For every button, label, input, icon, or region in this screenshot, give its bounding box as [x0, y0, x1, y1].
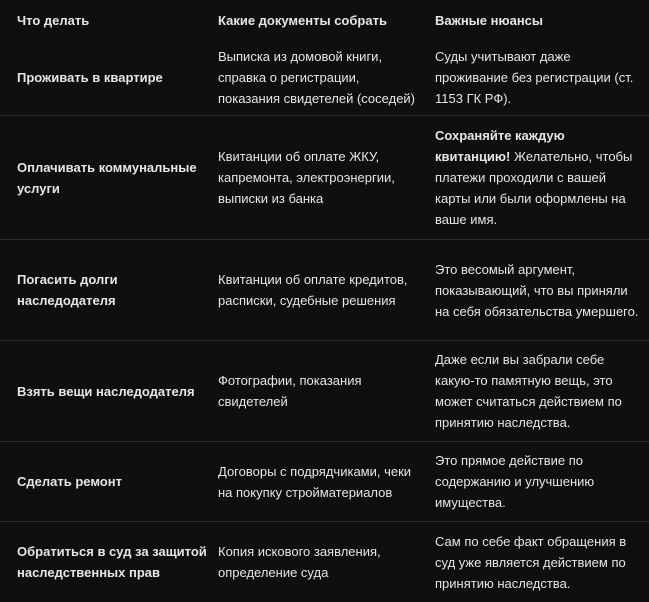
row-action: Оплачивать коммунальные услуги	[17, 159, 197, 196]
table-row	[0, 40, 649, 116]
row-documents: Договоры с подрядчиками, чеки на покупку стройматериалов	[218, 463, 412, 500]
row-documents: Квитанции об оплате кредитов, расписки, судебные решения	[218, 272, 408, 308]
row-notes-text: Это прямое действие по содержанию и улучшению имущества.	[435, 453, 595, 510]
row-action: Сделать ремонт	[17, 474, 122, 489]
row-notes	[435, 442, 649, 521]
table-row	[0, 522, 649, 602]
row-notes-text: Сам по себе факт обращения в суд уже является действием по принятию наследства.	[435, 533, 627, 591]
table-row	[0, 116, 649, 240]
row-documents: Выписка из домовой книги, справка о регистрации, показания свидетелей (соседей)	[218, 49, 416, 106]
row-notes-text: Даже если вы забрали себе какую-то памятную вещь, это может считаться действием по принятию наследства.	[435, 352, 622, 430]
row-action: Проживать в квартире	[17, 70, 163, 85]
row-documents: Копия искового заявления, определение суда	[218, 544, 381, 580]
row-notes-text: Суды учитывают даже проживание без регистрации (ст. 1153 ГК РФ).	[435, 49, 634, 106]
row-notes	[435, 40, 649, 115]
row-notes-text: Желательно, чтобы платежи проходили с вашей карты или были оформлены на ваше имя.	[435, 149, 633, 227]
table-row	[0, 442, 649, 522]
row-notes	[435, 522, 649, 602]
row-documents: Фотографии, показания свидетелей	[218, 373, 362, 409]
row-notes-emphasis: Сохраняйте каждую квитанцию!	[435, 128, 565, 164]
row-action: Погасить долги наследодателя	[17, 272, 118, 308]
row-notes	[435, 116, 649, 239]
row-notes	[435, 341, 649, 441]
table-row	[0, 341, 649, 442]
row-action: Обратиться в суд за защитой наследственных прав	[17, 544, 207, 580]
row-action: Взять вещи наследодателя	[17, 383, 195, 399]
header-notes: Важные нюансы	[435, 13, 543, 28]
header-documents: Какие документы собрать	[218, 13, 387, 28]
table-header	[0, 0, 649, 40]
header-action: Что делать	[17, 13, 90, 28]
row-notes	[435, 240, 649, 340]
table-row	[0, 240, 649, 341]
row-notes-text: Это весомый аргумент, показывающий, что вы приняли на себя обязательства умершего.	[435, 261, 639, 319]
row-documents: Квитанции об оплате ЖКУ, капремонта, электроэнергии, выписки из банка	[218, 149, 395, 206]
